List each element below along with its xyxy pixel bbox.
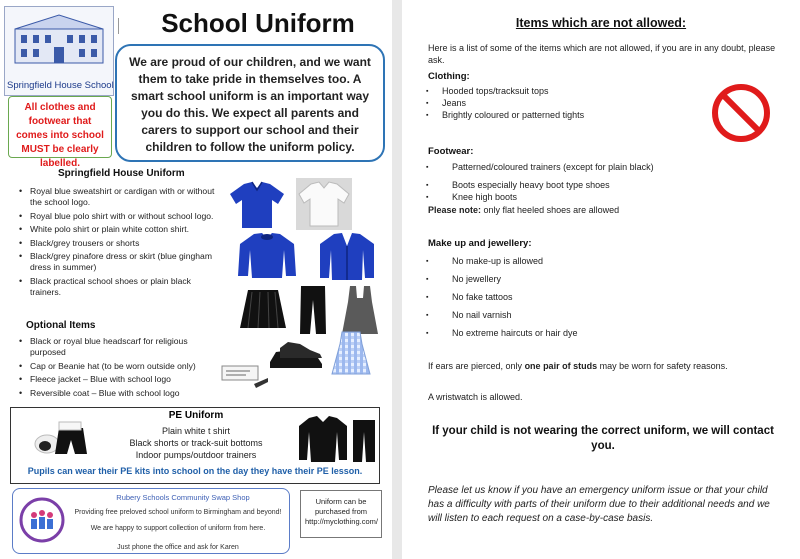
pe-uniform-box bbox=[10, 407, 380, 484]
list-item: Patterned/coloured trainers (except for plain black) bbox=[452, 162, 654, 172]
list-item: • White polo shirt or plain white cotton shirt. bbox=[18, 224, 218, 235]
school-logo bbox=[4, 6, 114, 96]
swap-line: Just phone the office and ask for Karen bbox=[117, 544, 239, 551]
swap-shop-box bbox=[12, 488, 290, 554]
closing-note: Please let us know if you have an emergency uniform issue or that your child has a difficulty with parts of their uniform due to their additional needs and we will listen to each request on a case-by-case basis. bbox=[428, 485, 770, 524]
list-item: No nail varnish bbox=[452, 310, 512, 320]
makeup-list: ▪ No make-up is allowed ▪ No jewellery ▪ No fake tattoos ▪ No nail varnish ▪ No extreme haircuts or hair dye bbox=[426, 256, 578, 338]
list-item: • Royal blue sweatshirt or cardigan with or without the school logo. bbox=[18, 186, 218, 209]
pe-line: Indoor pumps/outdoor trainers bbox=[135, 450, 257, 460]
footwear-list: ▪ Patterned/coloured trainers (except for plain black) ▪ Boots especially heavy boot type shoes ▪ Knee high boots bbox=[426, 162, 654, 202]
list-item: • Reversible coat – Blue with school logo bbox=[18, 388, 224, 399]
list-item: • Black/grey trousers or shorts bbox=[18, 238, 218, 249]
list-item: • Royal blue polo shirt with or without school logo. bbox=[18, 211, 218, 222]
footwear-note bbox=[428, 204, 788, 216]
title-divider bbox=[118, 18, 119, 34]
pe-tracksuit-image bbox=[295, 414, 377, 464]
labelled-note: All clothes and footwear that comes into school MUST be clearly labelled. bbox=[8, 96, 112, 158]
not-allowed-title-text: Items which are not allowed: bbox=[515, 16, 687, 30]
optional-list bbox=[18, 336, 224, 401]
pe-note: Pupils can wear their PE kits into school on the day they have their PE lesson. bbox=[27, 466, 363, 476]
uniform-list bbox=[18, 186, 218, 301]
blue-polo-shirt-image bbox=[228, 180, 286, 230]
gingham-dress-image bbox=[330, 330, 372, 376]
list-item: • Black or royal blue headscarf for religious purposed bbox=[18, 336, 224, 359]
list-item: • Black practical school shoes or plain black trainers. bbox=[18, 276, 218, 299]
list-item: Jeans bbox=[442, 98, 467, 108]
ears-post: may be worn for safety reasons. bbox=[597, 361, 728, 371]
list-item: Boots especially heavy boot type shoes bbox=[452, 180, 610, 190]
grey-pinafore-image bbox=[340, 284, 380, 336]
right-page bbox=[402, 0, 800, 559]
page-title: School Uniform bbox=[161, 8, 355, 38]
clothing-list: ▪ Hooded tops/tracksuit tops ▪ Jeans ▪ Brightly coloured or patterned tights bbox=[426, 86, 585, 120]
swap-line: Providing free preloved school uniform to Birmingham and beyond! bbox=[74, 509, 282, 516]
white-polo-shirt-image bbox=[296, 178, 352, 230]
list-item: Brightly coloured or patterned tights bbox=[442, 110, 585, 120]
uniform-warning: If your child is not wearing the correct uniform, we will contact you. bbox=[432, 425, 774, 452]
school-building-icon bbox=[11, 13, 107, 65]
not-allowed-title bbox=[402, 16, 800, 30]
list-item: No fake tattoos bbox=[452, 292, 513, 302]
blue-cardigan-image bbox=[318, 232, 376, 282]
ears-pre: If ears are pierced, only bbox=[428, 361, 525, 371]
list-item: • Black/grey pinafore dress or skirt (blue gingham dress in summer) bbox=[18, 251, 218, 274]
footwear-heading: Footwear: bbox=[428, 146, 474, 157]
blue-sweatshirt-image bbox=[236, 232, 298, 280]
black-skirt-image bbox=[238, 288, 288, 330]
swap-line: We are happy to support collection of uniform from here. bbox=[90, 525, 266, 532]
uniform-heading: Springfield House Uniform bbox=[58, 168, 185, 179]
clothing-heading: Clothing: bbox=[428, 71, 470, 82]
optional-heading: Optional Items bbox=[26, 320, 96, 331]
makeup-heading: Make up and jewellery: bbox=[428, 238, 532, 249]
logo-text: Springfield House School bbox=[7, 80, 114, 91]
list-item: No extreme haircuts or hair dye bbox=[452, 328, 578, 338]
ears-bold: one pair of studs bbox=[524, 361, 598, 371]
pe-line: Plain white t shirt bbox=[161, 426, 231, 436]
footwear-note-label: Please note: bbox=[428, 205, 482, 215]
not-allowed-intro: Here is a list of some of the items which are not allowed, if you are in any doubt, please ask. bbox=[428, 43, 776, 65]
prohibited-icon bbox=[710, 82, 772, 144]
list-item: Knee high boots bbox=[452, 192, 518, 202]
pe-title: PE Uniform bbox=[168, 410, 224, 421]
list-item: Hooded tops/tracksuit tops bbox=[442, 86, 549, 96]
swap-shop-logo bbox=[19, 497, 65, 543]
footwear-note-text: only flat heeled shoes are allowed bbox=[481, 205, 620, 215]
swap-title: Rubery Schools Community Swap Shop bbox=[116, 493, 250, 502]
black-trousers-image bbox=[298, 284, 328, 336]
list-item: • Cap or Beanie hat (to be worn outside only) bbox=[18, 361, 224, 372]
myclothing-box: Uniform can be purchased from http://myclothing.com/ bbox=[300, 490, 382, 538]
pe-line: Black shorts or track-suit bottoms bbox=[129, 438, 263, 448]
ears-note bbox=[428, 360, 788, 372]
list-item: • Fleece jacket – Blue with school logo bbox=[18, 374, 224, 385]
list-item: No make-up is allowed bbox=[452, 256, 544, 266]
watch-note: A wristwatch is allowed. bbox=[428, 392, 523, 402]
name-label-stamp-image bbox=[220, 364, 270, 394]
intro-box: We are proud of our children, and we want them to take pride in themselves too. A smart school uniform is an important way you do this. We expect all parents and carers to support our school and their children to follow the uniform policy. bbox=[115, 44, 385, 162]
pe-kit-image bbox=[33, 420, 89, 458]
left-page bbox=[0, 0, 392, 559]
black-school-shoes-image bbox=[266, 336, 326, 374]
list-item: No jewellery bbox=[452, 274, 502, 284]
